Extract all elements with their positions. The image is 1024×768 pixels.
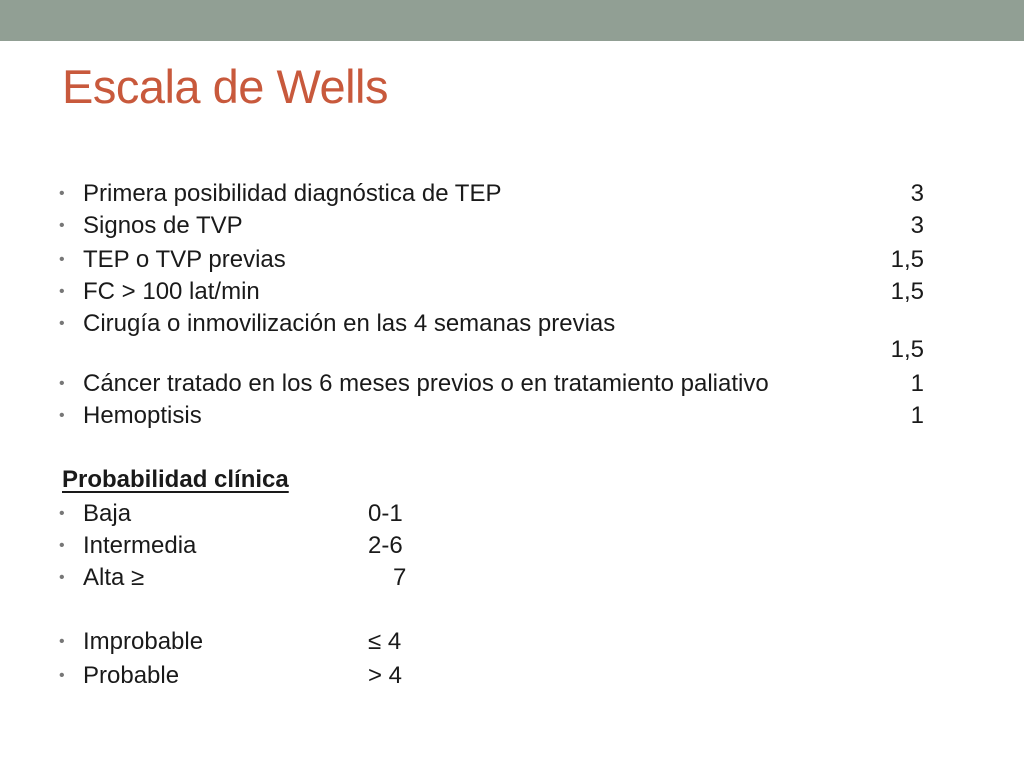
bullet-icon: • xyxy=(59,667,65,684)
bullet-icon: • xyxy=(59,217,65,234)
criteria-label: Hemoptisis xyxy=(83,402,202,429)
bullet-icon: • xyxy=(59,185,65,202)
criteria-item xyxy=(0,368,1024,400)
probability-range: 0-1 xyxy=(368,500,403,527)
probability-label: Intermedia xyxy=(83,532,197,559)
bullet-icon: • xyxy=(59,633,65,650)
probability-label: Alta ≥ xyxy=(83,564,145,591)
bullet-icon: • xyxy=(59,283,65,300)
bullet-icon: • xyxy=(59,569,65,586)
dichotomous-item xyxy=(0,660,1024,692)
criteria-score: 1,5 xyxy=(890,336,924,363)
probability-item xyxy=(0,530,1024,562)
criteria-label: Cirugía o inmovilización en las 4 semanas previas xyxy=(83,310,616,337)
probability-item xyxy=(0,498,1024,530)
dichotomous-range: > 4 xyxy=(368,662,403,689)
probability-range: 7 xyxy=(393,564,407,591)
bullet-icon: • xyxy=(59,407,65,424)
criteria-score: 3 xyxy=(910,212,924,239)
criteria-score: 1,5 xyxy=(890,278,924,305)
criteria-score: 1 xyxy=(910,370,924,397)
criteria-score: 1 xyxy=(910,402,924,429)
criteria-label: FC > 100 lat/min xyxy=(83,278,260,305)
probability-range: 2-6 xyxy=(368,532,403,559)
criteria-label: Primera posibilidad diagnóstica de TEP xyxy=(83,180,502,207)
dichotomous-label: Improbable xyxy=(83,628,204,655)
probability-item xyxy=(0,562,1024,594)
bullet-icon: • xyxy=(59,251,65,268)
criteria-item xyxy=(0,178,1024,210)
dichotomous-item xyxy=(0,626,1024,658)
criteria-item xyxy=(0,244,1024,276)
criteria-item xyxy=(0,400,1024,432)
bullet-icon: • xyxy=(59,505,65,522)
criteria-score: 3 xyxy=(910,180,924,207)
dichotomous-label: Probable xyxy=(83,662,180,689)
criteria-item xyxy=(0,276,1024,308)
probability-heading: Probabilidad clínica xyxy=(62,466,289,493)
criteria-label: TEP o TVP previas xyxy=(83,246,286,273)
criteria-item xyxy=(0,308,1024,374)
bullet-icon: • xyxy=(59,375,65,392)
criteria-item xyxy=(0,210,1024,242)
slide-title: Escala de Wells xyxy=(62,60,388,113)
bullet-icon: • xyxy=(59,315,65,332)
bullet-icon: • xyxy=(59,537,65,554)
criteria-score: 1,5 xyxy=(890,246,924,273)
probability-label: Baja xyxy=(83,500,132,527)
criteria-label: Cáncer tratado en los 6 meses previos o en tratamiento paliativo xyxy=(83,370,769,397)
criteria-label: Signos de TVP xyxy=(83,212,243,239)
dichotomous-range: ≤ 4 xyxy=(368,628,402,655)
